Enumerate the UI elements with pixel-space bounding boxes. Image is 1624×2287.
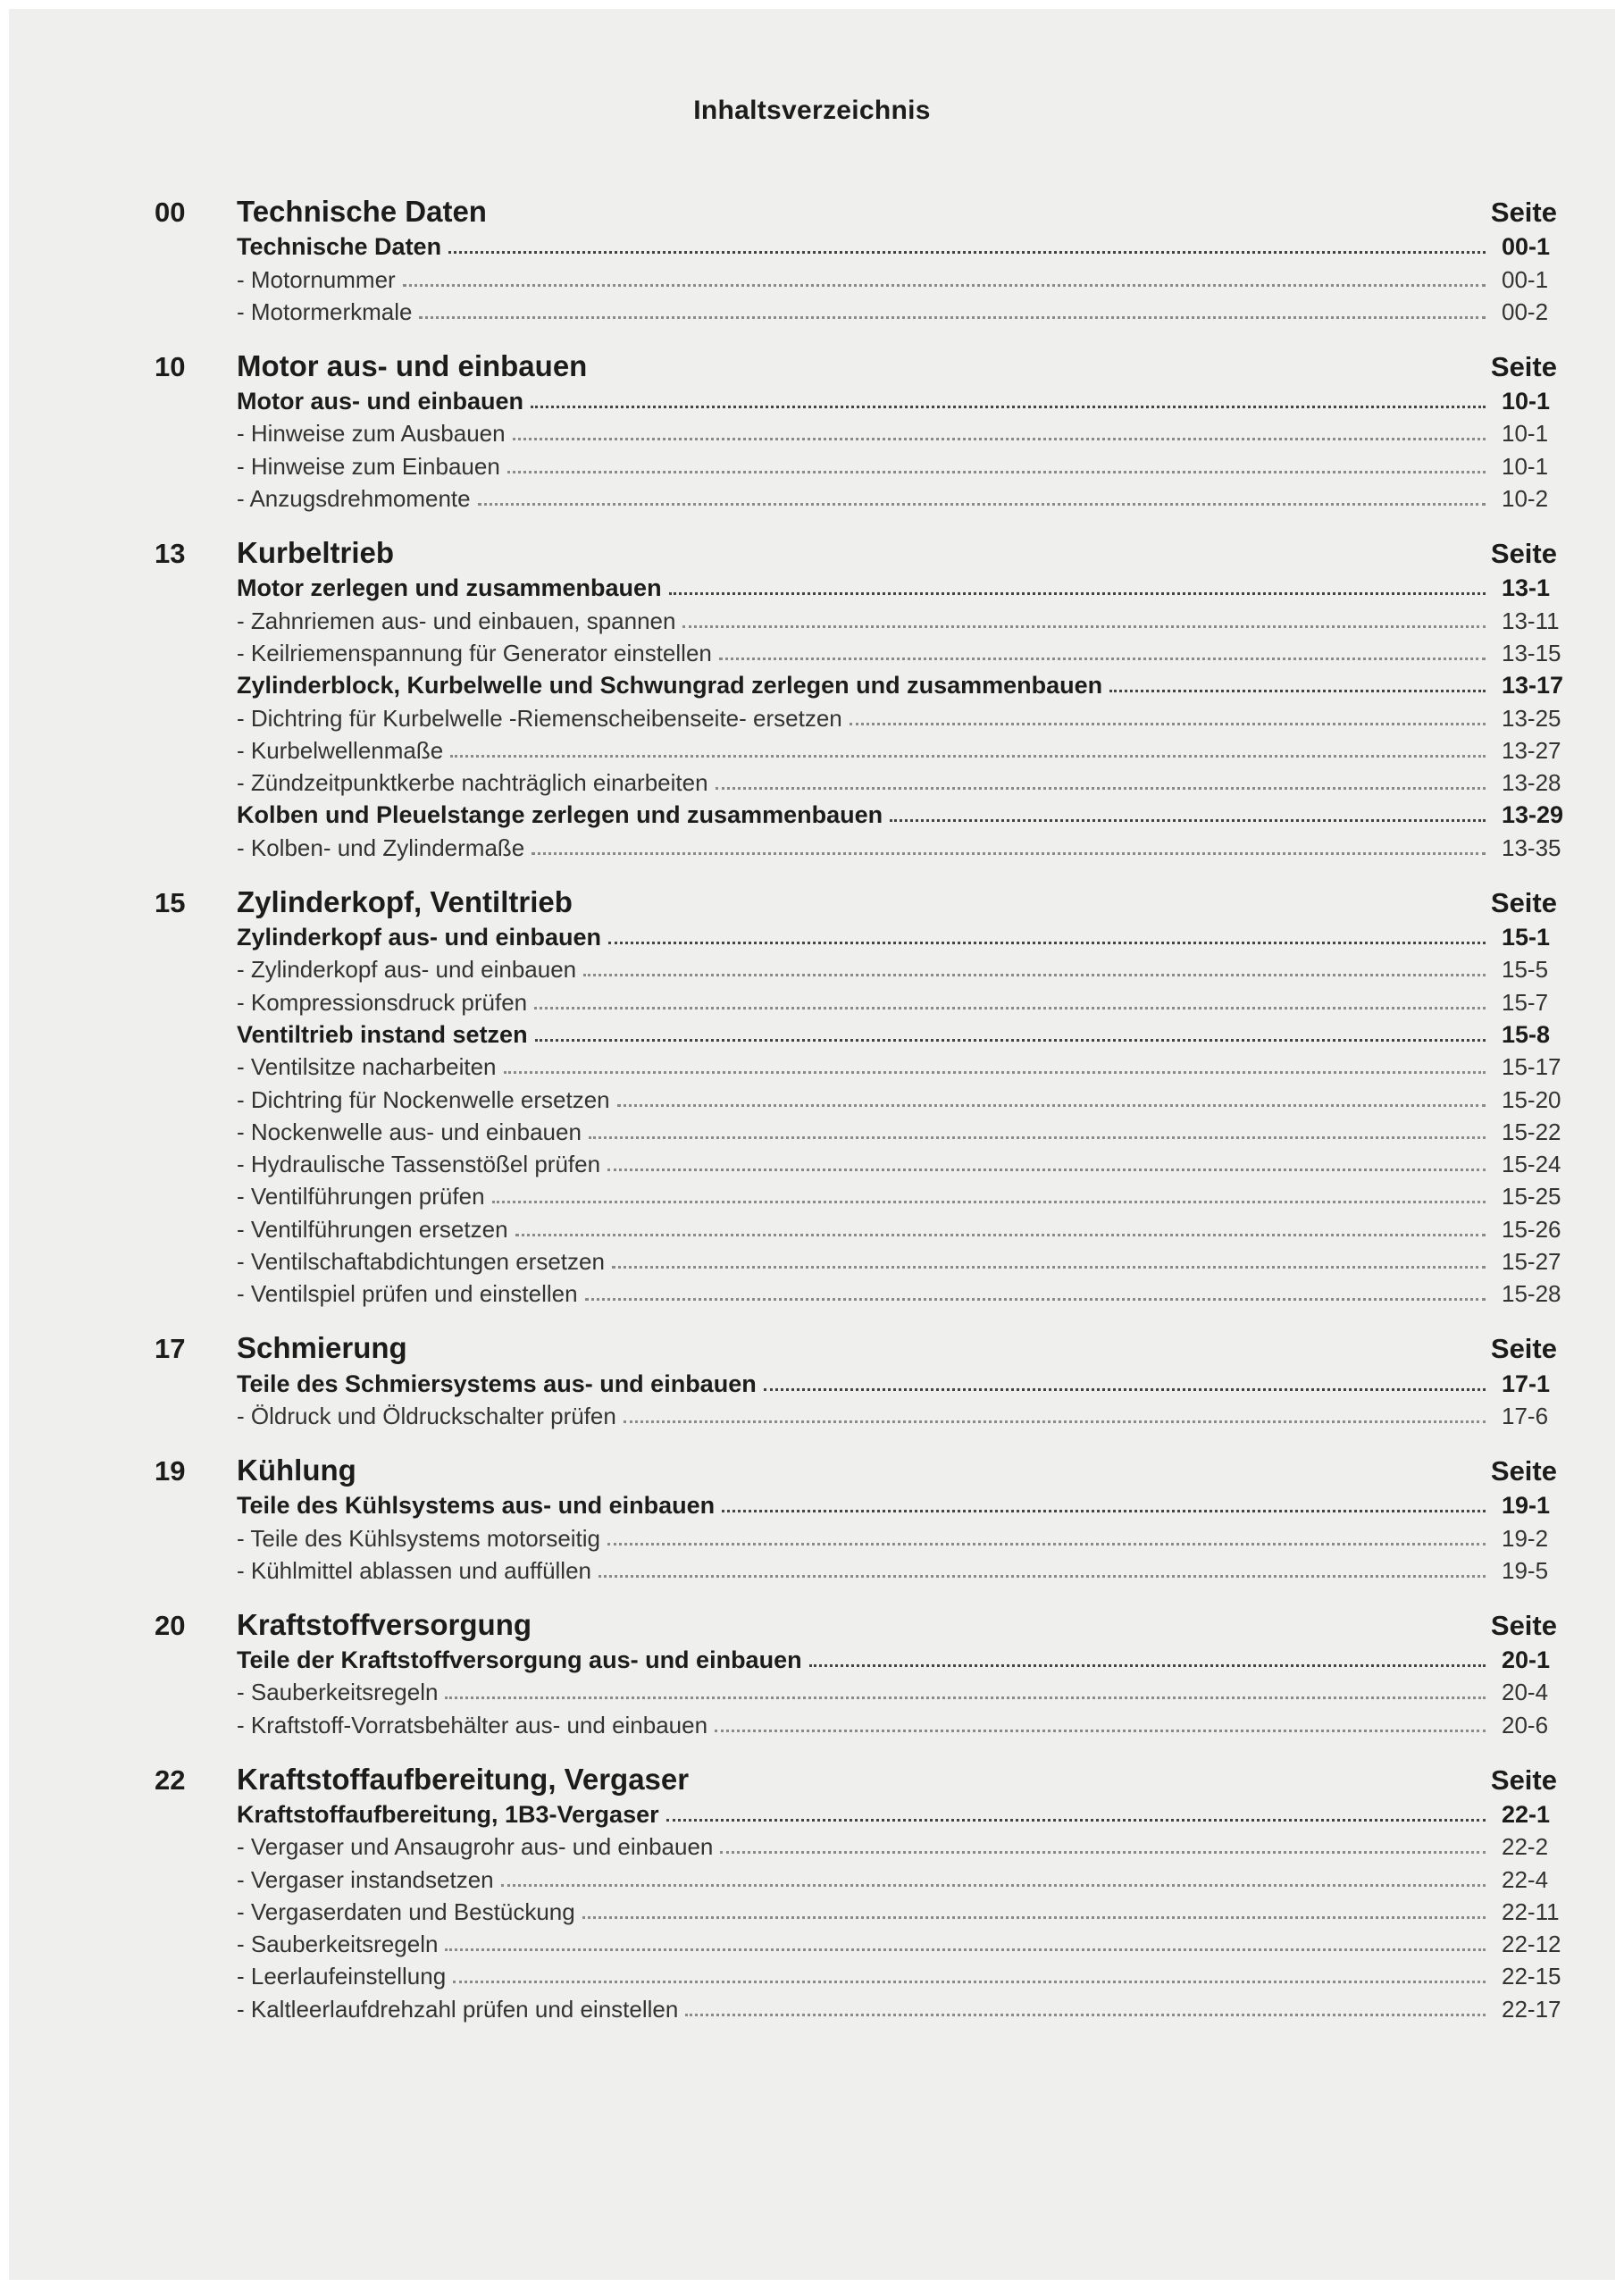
page-column-label: Seite — [1490, 1454, 1557, 1487]
entry-page-number: 20-4 — [1502, 1679, 1549, 1706]
entry-page-number: 15-17 — [1502, 1053, 1561, 1081]
toc-entry — [237, 1642, 1557, 1674]
page-column-label: Seite — [1490, 886, 1557, 918]
entry-label: Teile der Kraftstoffversorgung aus- und einbauen — [237, 1646, 802, 1674]
section-title: Kraftstoffaufbereitung, Vergaser — [237, 1762, 690, 1796]
entry-label: - Nockenwelle aus- und einbauen — [237, 1118, 582, 1145]
toc-subentry — [237, 1861, 1557, 1893]
dot-leader — [513, 438, 1486, 440]
entry-page-number: 13-17 — [1502, 672, 1564, 700]
dot-leader — [419, 316, 1486, 319]
entry-label: - Hinweise zum Einbauen — [237, 452, 500, 480]
dot-leader — [534, 1007, 1486, 1009]
dot-leader — [403, 284, 1486, 287]
dot-leader — [445, 1948, 1486, 1951]
entry-label: - Anzugsdrehmomente — [237, 485, 471, 513]
section-title: Kraftstoffversorgung — [237, 1607, 532, 1641]
entry-label: Teile des Kühlsystems aus- und einbauen — [237, 1492, 716, 1520]
section-heading — [155, 342, 1557, 383]
dot-leader — [624, 1420, 1486, 1423]
dot-leader — [501, 1884, 1486, 1887]
entry-label: - Ventilführungen ersetzen — [237, 1215, 508, 1243]
entry-page-number: 22-1 — [1502, 1800, 1551, 1828]
entry-page-number: 15-1 — [1502, 924, 1551, 951]
entry-label: - Ventilführungen prüfen — [237, 1183, 485, 1211]
section-title: Motor aus- und einbauen — [237, 348, 588, 382]
dot-leader — [716, 787, 1486, 790]
toc-subentry — [237, 481, 1557, 513]
section-number: 22 — [155, 1763, 186, 1796]
entry-page-number: 10-1 — [1502, 388, 1551, 415]
dot-leader — [809, 1664, 1486, 1667]
entry-label: - Ventilspiel prüfen und einstellen — [237, 1280, 578, 1308]
section-title: Zylinderkopf, Ventiltrieb — [237, 884, 573, 918]
toc-subentry — [237, 1894, 1560, 1926]
toc-subentry — [237, 1114, 1561, 1146]
section-title: Technische Daten — [237, 195, 487, 228]
toc-subentry — [237, 829, 1561, 861]
dot-leader — [666, 1819, 1486, 1822]
dot-leader — [504, 1071, 1486, 1074]
toc-entry — [237, 383, 1557, 415]
entry-page-number: 15-20 — [1502, 1085, 1561, 1113]
entry-label: - Keilriemenspannung für Generator einstellen — [237, 639, 712, 666]
entry-label: - Kompressionsdruck prüfen — [237, 988, 528, 1016]
dot-leader — [599, 1575, 1486, 1578]
entry-label: Kolben und Pleuelstange zerlegen und zusammenbauen — [237, 801, 883, 829]
toc-section — [155, 342, 1557, 513]
entry-label: - Kurbelwellenmaße — [237, 736, 444, 764]
entry-page-number: 22-4 — [1502, 1865, 1549, 1893]
dot-leader — [617, 1104, 1486, 1107]
toc-section — [155, 1324, 1557, 1430]
toc-entry — [237, 229, 1557, 261]
toc-subentry — [237, 602, 1560, 634]
dot-leader — [492, 1201, 1486, 1203]
entry-page-number: 13-25 — [1502, 704, 1561, 732]
entry-page-number: 15-5 — [1502, 956, 1549, 984]
entry-label: Motor aus- und einbauen — [237, 388, 523, 415]
toc-subentry — [237, 448, 1557, 480]
dot-leader — [453, 1981, 1486, 1983]
toc-subentry — [237, 1553, 1557, 1585]
entry-page-number: 10-1 — [1502, 452, 1549, 480]
dot-leader — [764, 1388, 1486, 1391]
section-heading — [155, 188, 1557, 229]
document-page — [9, 9, 1615, 2280]
toc-subentry — [237, 700, 1561, 732]
toc-subentry — [237, 1049, 1561, 1081]
section-number: 20 — [155, 1609, 186, 1641]
section-heading — [155, 1755, 1557, 1797]
section-heading — [155, 878, 1557, 919]
entry-label: - Teile des Kühlsystems motorseitig — [237, 1524, 601, 1552]
toc-section — [155, 1755, 1561, 2023]
entry-page-number: 22-11 — [1502, 1897, 1560, 1925]
dot-leader — [1109, 690, 1486, 692]
entry-label: - Hydraulische Tassenstößel prüfen — [237, 1151, 601, 1178]
dot-leader — [531, 406, 1486, 408]
entry-label: - Ventilschaftabdichtungen ersetzen — [237, 1248, 605, 1276]
section-number: 15 — [155, 886, 186, 918]
entry-label: Motor zerlegen und zusammenbauen — [237, 574, 662, 602]
dot-leader — [478, 503, 1486, 506]
entry-page-number: 00-1 — [1502, 233, 1551, 261]
entry-label: Teile des Schmiersystems aus- und einbauen — [237, 1370, 757, 1397]
entry-page-number: 22-12 — [1502, 1931, 1561, 1958]
dot-leader — [890, 819, 1486, 822]
section-number: 13 — [155, 538, 186, 570]
entry-page-number: 15-25 — [1502, 1183, 1561, 1211]
toc-subentry — [237, 1081, 1561, 1113]
toc-entry — [237, 919, 1557, 951]
entry-page-number: 15-24 — [1502, 1151, 1561, 1178]
dot-leader — [722, 1510, 1486, 1512]
entry-page-number: 17-6 — [1502, 1402, 1549, 1429]
dot-leader — [507, 471, 1486, 473]
dot-leader — [685, 2014, 1486, 2016]
dot-leader — [850, 723, 1486, 725]
entry-label: - Hinweise zum Ausbauen — [237, 420, 506, 448]
entry-page-number: 10-1 — [1502, 420, 1549, 448]
toc-entry — [237, 667, 1564, 700]
entry-page-number: 17-1 — [1502, 1370, 1551, 1397]
section-heading — [155, 529, 1557, 570]
section-heading — [155, 1601, 1557, 1642]
entry-label: Ventiltrieb instand setzen — [237, 1020, 528, 1048]
entry-page-number: 15-28 — [1502, 1280, 1561, 1308]
dot-leader — [535, 1039, 1486, 1042]
toc-section — [155, 1601, 1557, 1739]
entry-label: - Ventilsitze nacharbeiten — [237, 1053, 497, 1081]
entry-label: - Motormerkmale — [237, 297, 413, 325]
dot-leader — [532, 852, 1486, 855]
dot-leader — [720, 1851, 1486, 1854]
toc-subentry — [237, 1146, 1561, 1178]
toc-subentry — [237, 1990, 1561, 2023]
toc-subentry — [237, 984, 1557, 1016]
toc-subentry — [237, 1211, 1561, 1243]
toc-subentry — [237, 1958, 1561, 1990]
section-heading — [155, 1446, 1557, 1487]
dot-leader — [583, 974, 1486, 976]
entry-label: - Zahnriemen aus- und einbauen, spannen — [237, 607, 676, 634]
entry-page-number: 13-27 — [1502, 736, 1561, 764]
page-column-label: Seite — [1490, 1609, 1557, 1641]
section-title: Schmierung — [237, 1331, 407, 1365]
entry-label: Kraftstoffaufbereitung, 1B3-Vergaser — [237, 1800, 659, 1828]
dot-leader — [515, 1234, 1486, 1236]
section-title: Kurbeltrieb — [237, 536, 395, 570]
dot-leader — [582, 1916, 1486, 1919]
toc-subentry — [237, 1674, 1557, 1706]
entry-page-number: 15-26 — [1502, 1215, 1561, 1243]
entry-page-number: 15-27 — [1502, 1248, 1561, 1276]
section-number: 00 — [155, 197, 186, 228]
dot-leader — [669, 592, 1486, 595]
entry-page-number: 19-1 — [1502, 1492, 1551, 1520]
entry-page-number: 15-8 — [1502, 1020, 1551, 1048]
entry-label: Zylinderblock, Kurbelwelle und Schwungrad zerlegen und zusammenbauen — [237, 672, 1103, 700]
entry-page-number: 13-15 — [1502, 639, 1561, 666]
entry-page-number: 00-1 — [1502, 265, 1549, 293]
entry-label: - Motornummer — [237, 265, 396, 293]
section-number: 17 — [155, 1333, 186, 1365]
entry-page-number: 13-1 — [1502, 574, 1551, 602]
toc-subentry — [237, 635, 1561, 667]
dot-leader — [589, 1136, 1486, 1139]
entry-label: - Kolben- und Zylindermaße — [237, 834, 525, 861]
entry-label: Technische Daten — [237, 233, 442, 261]
entry-page-number: 22-15 — [1502, 1963, 1561, 1990]
document-title: Inhaltsverzeichnis — [693, 96, 931, 125]
toc-entry — [237, 1797, 1557, 1829]
section-number: 10 — [155, 350, 186, 382]
section-heading — [155, 1324, 1557, 1365]
dot-leader — [445, 1696, 1486, 1699]
table-of-contents — [155, 188, 1564, 2040]
entry-page-number: 20-1 — [1502, 1646, 1551, 1674]
entry-page-number: 15-7 — [1502, 988, 1549, 1016]
toc-entry — [237, 1365, 1557, 1397]
dot-leader — [682, 625, 1486, 628]
dot-leader — [448, 251, 1486, 254]
dot-leader — [585, 1298, 1486, 1301]
entry-label: - Vergaser und Ansaugrohr aus- und einbauen — [237, 1833, 714, 1861]
toc-subentry — [237, 733, 1561, 765]
toc-subentry — [237, 1276, 1561, 1308]
dot-leader — [608, 942, 1486, 944]
toc-section — [155, 1446, 1557, 1585]
entry-label: - Kaltleerlaufdrehzahl prüfen und einstellen — [237, 1995, 679, 2023]
toc-subentry — [237, 1398, 1557, 1430]
toc-section — [155, 188, 1557, 326]
toc-subentry — [237, 294, 1557, 326]
page-column-label: Seite — [1490, 538, 1557, 570]
toc-entry — [237, 570, 1557, 602]
page-column-label: Seite — [1490, 350, 1557, 382]
entry-page-number: 00-2 — [1502, 297, 1549, 325]
dot-leader — [607, 1169, 1486, 1171]
entry-label: - Kühlmittel ablassen und auffüllen — [237, 1556, 591, 1584]
entry-label: - Sauberkeitsregeln — [237, 1931, 439, 1958]
toc-subentry — [237, 765, 1561, 797]
entry-label: - Öldruck und Öldruckschalter prüfen — [237, 1402, 616, 1429]
page-column-label: Seite — [1490, 1333, 1557, 1365]
dot-leader — [607, 1543, 1486, 1546]
toc-subentry — [237, 1520, 1557, 1552]
entry-label: - Dichtring für Kurbelwelle -Riemenscheibenseite- ersetzen — [237, 704, 842, 732]
page-column-label: Seite — [1490, 1763, 1557, 1796]
entry-page-number: 15-22 — [1502, 1118, 1561, 1145]
entry-label: - Kraftstoff-Vorratsbehälter aus- und einbauen — [237, 1711, 708, 1738]
toc-subentry — [237, 1244, 1561, 1276]
entry-label: - Vergaserdaten und Bestückung — [237, 1897, 575, 1925]
entry-page-number: 13-29 — [1502, 801, 1564, 829]
entry-page-number: 22-17 — [1502, 1995, 1561, 2023]
entry-label: - Leerlaufeinstellung — [237, 1963, 447, 1990]
dot-leader — [612, 1266, 1486, 1269]
toc-entry — [237, 797, 1564, 829]
dot-leader — [719, 658, 1486, 660]
toc-subentry — [237, 415, 1557, 448]
entry-label: - Zündzeitpunktkerbe nachträglich einarbeiten — [237, 769, 708, 797]
entry-page-number: 20-6 — [1502, 1711, 1549, 1738]
entry-label: Zylinderkopf aus- und einbauen — [237, 924, 602, 951]
toc-subentry — [237, 951, 1557, 984]
section-title: Kühlung — [237, 1453, 356, 1487]
page-column-label: Seite — [1490, 197, 1557, 228]
toc-subentry — [237, 1178, 1561, 1211]
toc-subentry — [237, 261, 1557, 293]
toc-section — [155, 529, 1564, 862]
entry-page-number: 13-28 — [1502, 769, 1561, 797]
entry-label: - Sauberkeitsregeln — [237, 1679, 439, 1706]
toc-section — [155, 878, 1561, 1309]
entry-page-number: 19-2 — [1502, 1524, 1549, 1552]
entry-label: - Dichtring für Nockenwelle ersetzen — [237, 1085, 610, 1113]
entry-page-number: 13-35 — [1502, 834, 1561, 861]
toc-entry — [237, 1487, 1557, 1520]
toc-subentry — [237, 1829, 1557, 1861]
entry-page-number: 13-11 — [1502, 607, 1560, 634]
toc-entry — [237, 1017, 1557, 1049]
toc-subentry — [237, 1706, 1557, 1738]
entry-label: - Zylinderkopf aus- und einbauen — [237, 956, 577, 984]
section-number: 19 — [155, 1454, 186, 1487]
entry-page-number: 22-2 — [1502, 1833, 1549, 1861]
entry-page-number: 10-2 — [1502, 485, 1549, 513]
entry-page-number: 19-5 — [1502, 1556, 1549, 1584]
dot-leader — [450, 755, 1486, 758]
entry-label: - Vergaser instandsetzen — [237, 1865, 494, 1893]
toc-subentry — [237, 1926, 1561, 1958]
dot-leader — [715, 1730, 1486, 1732]
